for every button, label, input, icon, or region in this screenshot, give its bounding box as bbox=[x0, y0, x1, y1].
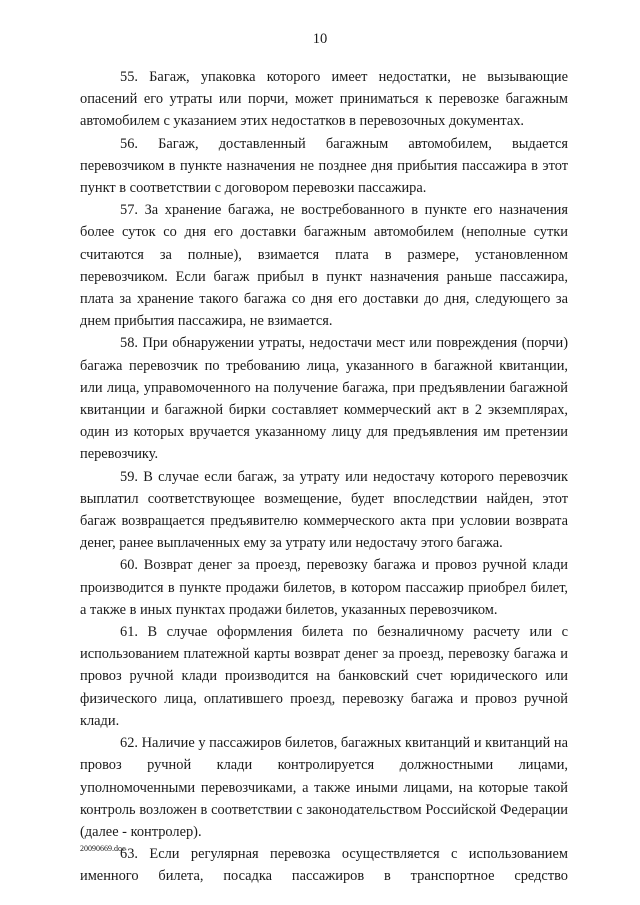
paragraph-55: 55. Багаж, упаковка которого имеет недостатки, не вызывающие опасений его утраты или порчи, может приниматься к перевозке багажным автомобилем с указанием этих недостатков в перевозочных документах. bbox=[80, 69, 568, 130]
paragraph-60: 60. Возврат денег за проезд, перевозку багажа и провоз ручной клади производится в пункте продажи билетов, в котором пассажир приобрел билет, а также в иных пунктах продажи билетов, указанных перевозчиком. bbox=[80, 557, 568, 618]
paragraph-57: 57. За хранение багажа, не востребованного в пункте его назначения более суток со дня его доставки багажным автомобилем (неполные сутки считаются за полные), взимается плата в размере, установленном перевозчиком. Если багаж прибыл в пункт назначения раньше пассажира, плата за хранение такого багажа со дня его доставки до дня, следующего за днем прибытия пассажира, не взимается. bbox=[80, 202, 568, 330]
paragraph-61: 61. В случае оформления билета по безналичному расчету или с использованием платежной карты возврат денег за проезд, перевозку багажа и провоз ручной клади производится на банковский счет юридического или физического лица, оплатившего проезд, перевозку багажа и провоз ручной клади. bbox=[80, 624, 568, 729]
paragraph-58: 58. При обнаружении утраты, недостачи мест или повреждения (порчи) багажа перевозчик по требованию лица, указанного в багажной квитанции, или лица, управомоченного на получение багажа, при предъявлении багажной квитанции и багажной бирки составляет коммерческий акт в 2 экземплярах, один из которых вручается указанному лицу для предъявления им претензии перевозчику. bbox=[80, 335, 568, 463]
paragraph-56: 56. Багаж, доставленный багажным автомобилем, выдается перевозчиком в пункте назначения не позднее дня прибытия пассажира в этот пункт в соответствии с договором перевозки пассажира. bbox=[80, 135, 568, 197]
paragraph-59: 59. В случае если багаж, за утрату или недостачу которого перевозчик выплатил соответствующее возмещение, будет впоследствии найден, этот багаж возвращается предъявителю коммерческого акта при условии возврата денег, ранее выплаченных ему за утрату или недостачу этого багажа. bbox=[80, 468, 568, 552]
paragraph-62: 62. Наличие у пассажиров билетов, багажных квитанций и квитанций на провоз ручной клади контролируется должностными лицами, уполномоченными перевозчиками, а также иными лицами, на которые такой контроль возложен в соответствии с законодательством Российской Федерации (далее - контролер). bbox=[80, 735, 568, 840]
paragraph-63: 63. Если регулярная перевозка осуществляется с использованием именного билета, посадка пассажиров в транспортное средство bbox=[80, 846, 568, 885]
document-file-name: 20090669.doc bbox=[80, 844, 126, 853]
document-body bbox=[80, 66, 568, 888]
page-number: 10 bbox=[312, 31, 328, 47]
